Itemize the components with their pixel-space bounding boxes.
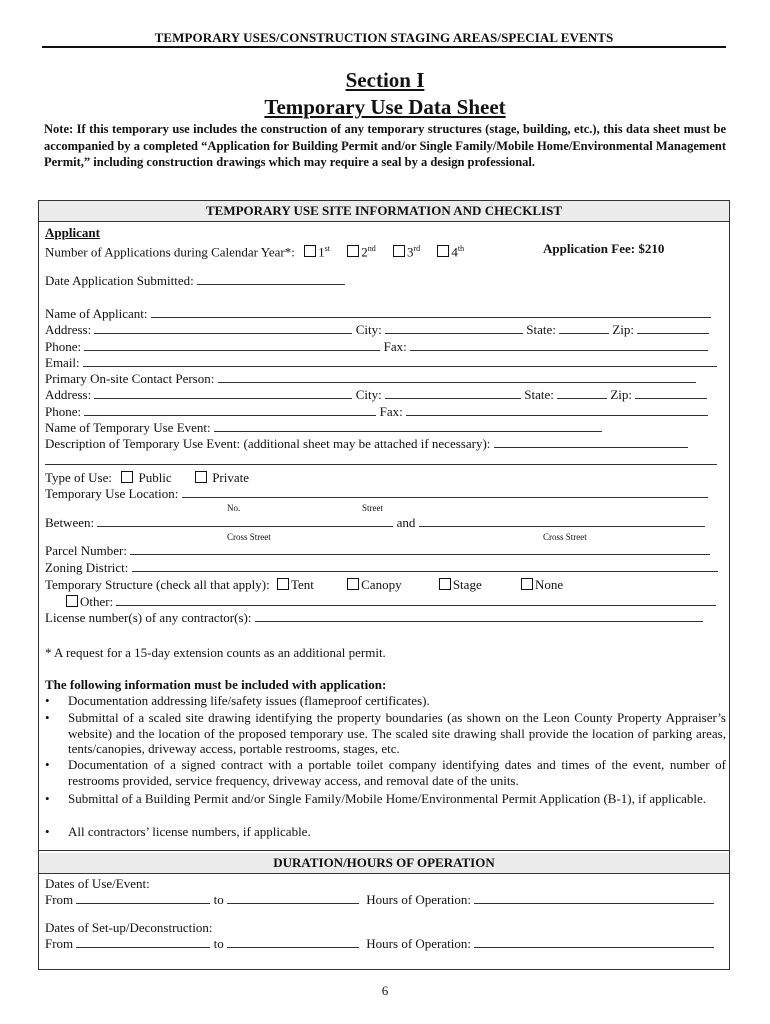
tent-label: Tent (290, 577, 314, 592)
opt-3rd-suffix: rd (413, 244, 421, 253)
zoning-field[interactable] (132, 560, 718, 572)
city-field[interactable] (385, 322, 523, 334)
and-label: and (396, 515, 416, 530)
opt-4th: 4 (451, 244, 458, 260)
cross-street-caption-1: Cross Street (227, 532, 271, 542)
contact-person-label: Primary On-site Contact Person: (45, 371, 215, 386)
dates-setup-label: Dates of Set-up/Deconstruction: (45, 920, 213, 935)
setup-hours-field[interactable] (474, 936, 714, 948)
checkbox-public[interactable] (121, 471, 133, 483)
zip-label: Zip: (612, 322, 635, 337)
event-desc-field[interactable] (494, 436, 688, 448)
email-label: Email: (45, 355, 80, 370)
duration-header: DURATION/HOURS OF OPERATION (39, 853, 729, 874)
duration-top-rule (39, 850, 729, 851)
extension-note: * A request for a 15-day extension counts as an additional permit. (45, 645, 386, 660)
state-field[interactable] (559, 322, 609, 334)
applicant-name-label: Name of Applicant: (45, 306, 148, 321)
num-apps-row (45, 241, 464, 260)
from-label: From (45, 892, 74, 907)
bullet-text-3: Documentation of a signed contract with a portable toilet company identifying dates and times of the event, number of restrooms provided, service frequency, driveway access, and removal date of the units. (68, 757, 726, 788)
applicant-name-field[interactable] (151, 306, 711, 318)
fax-label: Fax: (383, 339, 407, 354)
bullet-mark-4: • (45, 791, 50, 806)
date-submitted-field[interactable] (197, 273, 345, 285)
no-caption: No. (227, 503, 241, 513)
event-desc-row (45, 436, 688, 452)
private-label: Private (212, 470, 250, 485)
type-of-use-label: Type of Use: (45, 470, 112, 485)
other-field[interactable] (116, 594, 716, 606)
checkbox-other[interactable] (66, 595, 78, 607)
parcel-field[interactable] (130, 543, 710, 555)
stage-label: Stage (452, 577, 482, 592)
address-row-2 (45, 387, 707, 403)
checkbox-none[interactable] (521, 578, 533, 590)
header-rule (42, 46, 726, 48)
event-name-label: Name of Temporary Use Event: (45, 420, 211, 435)
email-row (45, 355, 717, 371)
public-label: Public (138, 470, 172, 485)
date-submitted-label: Date Application Submitted: (45, 273, 194, 288)
phone-row-2 (45, 404, 708, 420)
street-caption: Street (362, 503, 383, 513)
opt-1st-suffix: st (324, 244, 330, 253)
bullet-text-1: Documentation addressing life/safety issues (flameproof certificates). (68, 693, 430, 708)
applicant-name-row (45, 306, 711, 322)
parcel-row (45, 543, 710, 559)
between-label: Between: (45, 515, 95, 530)
license-row (45, 610, 703, 626)
applicant-heading: Applicant (45, 225, 100, 240)
date-submitted-row (45, 273, 345, 289)
zoning-row (45, 560, 718, 576)
checkbox-stage[interactable] (439, 578, 451, 590)
opt-2nd: 2 (361, 244, 368, 260)
use-from-field[interactable] (76, 892, 210, 904)
phone-field-2[interactable] (84, 404, 376, 416)
zoning-label: Zoning District: (45, 560, 129, 575)
to-label: to (213, 892, 224, 907)
following-heading: The following information must be included with application: (45, 677, 387, 692)
fax-field[interactable] (410, 339, 708, 351)
location-label: Temporary Use Location: (45, 486, 179, 501)
site-info-header: TEMPORARY USE SITE INFORMATION AND CHECKLIST (39, 201, 729, 222)
event-name-field[interactable] (214, 420, 602, 432)
structure-label: Temporary Structure (check all that apply): (45, 577, 270, 592)
location-row (45, 486, 708, 502)
state-label-2: State: (524, 387, 554, 402)
license-field[interactable] (255, 610, 703, 622)
cross-street-field-1[interactable] (97, 515, 393, 527)
contact-person-row (45, 371, 696, 387)
fax-field-2[interactable] (406, 404, 708, 416)
hours-label: Hours of Operation: (366, 892, 471, 907)
address-field[interactable] (94, 322, 352, 334)
zip-field[interactable] (637, 322, 709, 334)
license-label: License number(s) of any contractor(s): (45, 610, 252, 625)
setup-from-field[interactable] (76, 936, 210, 948)
from-label-2: From (45, 936, 74, 951)
bullet-text-2: Submittal of a scaled site drawing identifying the property boundaries (as shown on the Leon County Property Appraiser’s website) and the location of the proposed temporary use. The scaled site drawing shall provide the location of parking areas, tents/canopies, driveway access, portable restrooms, stages, etc. (68, 710, 726, 756)
zip-field-2[interactable] (635, 387, 707, 399)
note-paragraph: Note: If this temporary use includes the construction of any temporary structures (stage, building, etc.), this data sheet must be accompanied by a completed “Application for Building Permit and/or Single Family/Mobile Home/Environmental Management Permit,” including construction drawings which may require a seal by a design professional. (44, 122, 726, 169)
page-number: 6 (381, 983, 389, 998)
bullet-text-4: Submittal of a Building Permit and/or Single Family/Mobile Home/Environmental Permit Application (B-1), if applicable. (68, 791, 706, 806)
email-field[interactable] (83, 355, 717, 367)
city-field-2[interactable] (385, 387, 521, 399)
num-apps-label: Number of Applications during Calendar Year*: (45, 244, 295, 260)
opt-1st: 1 (318, 244, 325, 260)
event-name-row (45, 420, 602, 436)
city-label: City: (355, 322, 382, 337)
other-row (66, 594, 716, 610)
address-label: Address: (45, 322, 92, 337)
address-label-2: Address: (45, 387, 92, 402)
to-label-2: to (213, 936, 224, 951)
use-to-field[interactable] (227, 892, 359, 904)
state-label: State: (526, 322, 556, 337)
zip-label-2: Zip: (610, 387, 633, 402)
type-of-use-row (45, 470, 249, 486)
bullet-mark-2: • (45, 710, 50, 725)
dates-use-label: Dates of Use/Event: (45, 876, 150, 891)
application-fee: Application Fee: $210 (543, 241, 665, 256)
checkbox-private[interactable] (195, 471, 207, 483)
none-label: None (534, 577, 564, 592)
bullet-mark-3: • (45, 757, 50, 772)
other-label: Other: (80, 594, 114, 609)
phone-field[interactable] (84, 339, 380, 351)
bullet-mark-5: • (45, 824, 50, 839)
phone-row-1 (45, 339, 708, 355)
city-label-2: City: (355, 387, 382, 402)
dates-setup-row (45, 936, 714, 952)
checkbox-3rd[interactable] (393, 245, 405, 257)
checkbox-4th[interactable] (437, 245, 449, 257)
parcel-label: Parcel Number: (45, 543, 127, 558)
phone-label: Phone: (45, 339, 82, 354)
opt-3rd: 3 (406, 244, 414, 260)
event-desc-continuation (45, 453, 717, 469)
bullet-mark-1: • (45, 693, 50, 708)
checkbox-tent[interactable] (277, 578, 289, 590)
location-field[interactable] (182, 486, 708, 498)
checkbox-2nd[interactable] (347, 245, 359, 257)
cross-street-field-2[interactable] (419, 515, 705, 527)
hours-label-2: Hours of Operation: (366, 936, 471, 951)
address-row-1 (45, 322, 709, 338)
use-hours-field[interactable] (474, 892, 714, 904)
opt-2nd-suffix: nd (367, 244, 376, 253)
between-row (45, 515, 705, 531)
event-desc-field-2[interactable] (45, 453, 717, 465)
opt-4th-suffix: th (457, 244, 465, 253)
fax-label-2: Fax: (379, 404, 403, 419)
document-header: TEMPORARY USES/CONSTRUCTION STAGING AREAS/SPECIAL EVENTS (154, 30, 614, 45)
structure-row (45, 577, 563, 593)
bullet-text-5: All contractors’ license numbers, if applicable. (68, 824, 311, 839)
cross-street-caption-2: Cross Street (543, 532, 587, 542)
state-field-2[interactable] (557, 387, 607, 399)
page-title: Temporary Use Data Sheet (264, 95, 506, 119)
setup-to-field[interactable] (227, 936, 359, 948)
checkbox-1st[interactable] (304, 245, 316, 257)
phone-label-2: Phone: (45, 404, 82, 419)
event-desc-label: Description of Temporary Use Event: (additional sheet may be attached if necessary): (45, 436, 491, 451)
address-field-2[interactable] (94, 387, 352, 399)
section-title: Section I (345, 68, 425, 92)
canopy-label: Canopy (361, 577, 402, 592)
checkbox-canopy[interactable] (347, 578, 359, 590)
contact-person-field[interactable] (218, 371, 696, 383)
dates-use-row (45, 892, 714, 908)
